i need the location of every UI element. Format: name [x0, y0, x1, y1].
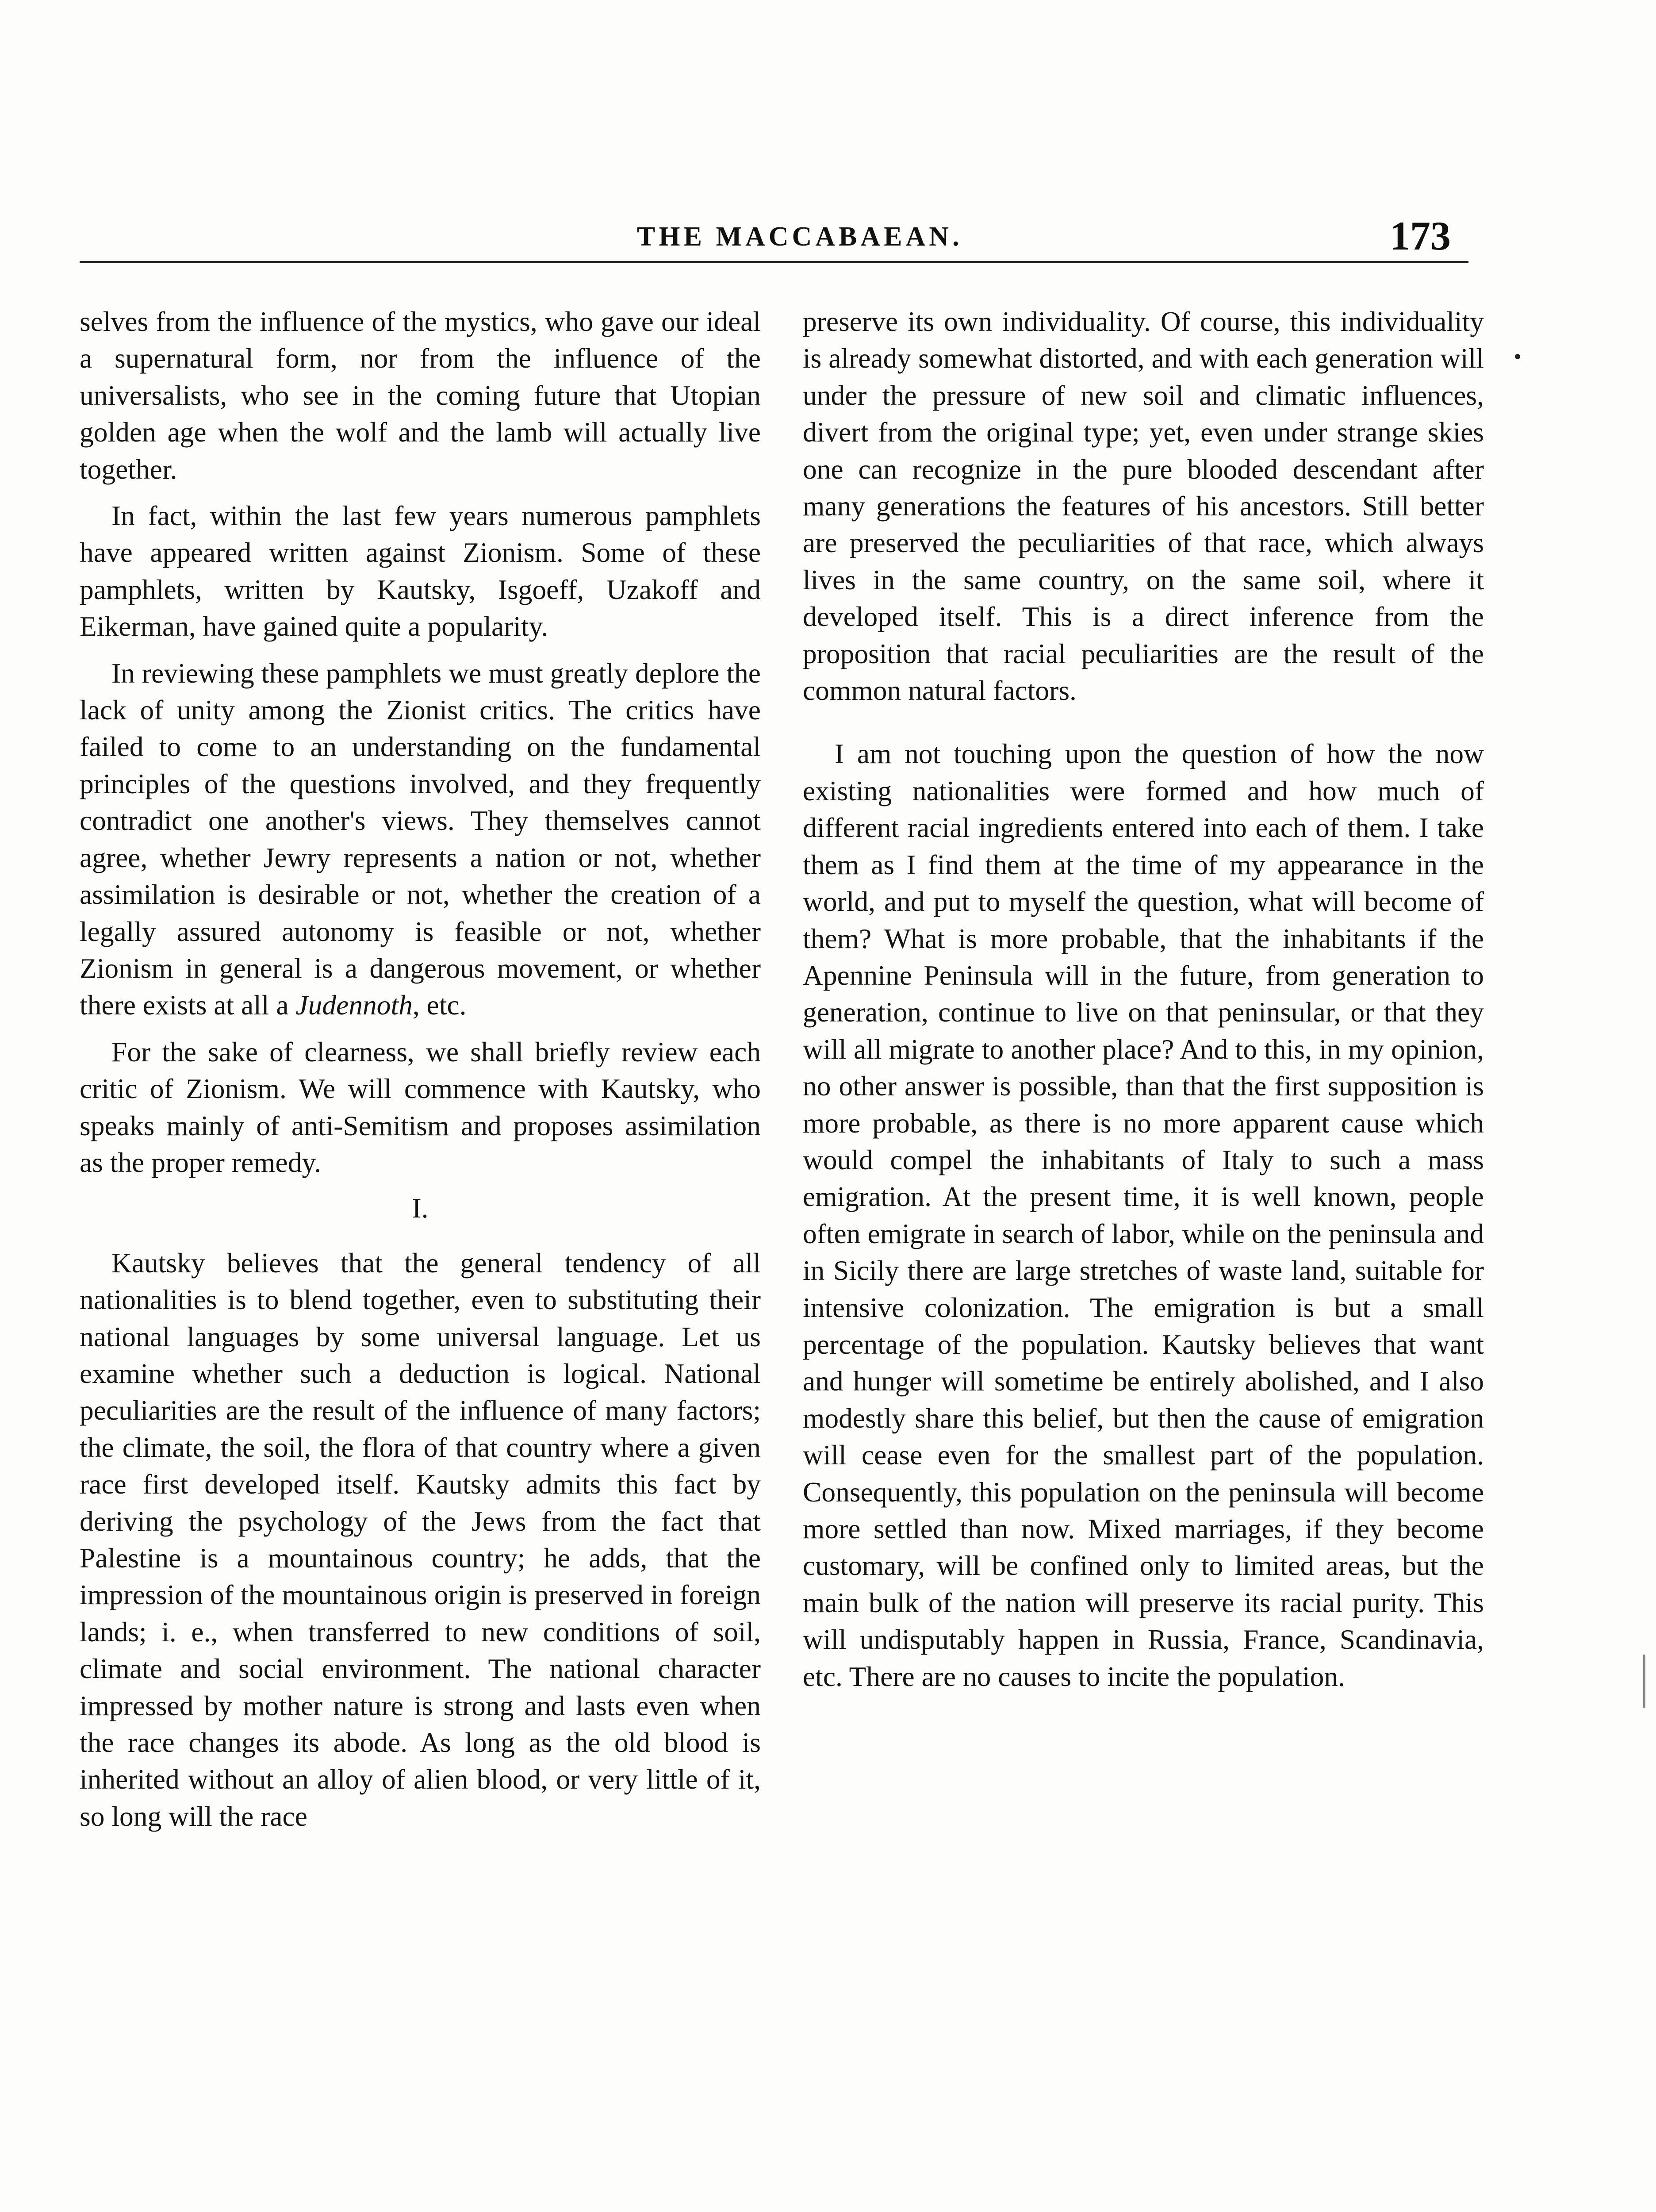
paragraph: Kautsky believes that the general tendency of all nationalities is to blend together, even to substituting their national languages by some universal language. Let us examine whether such a deduction is logical. National peculiarities are the result of the influence of many factors; the climate, the soil, the flora of that country where a given race first developed itself. Kautsky admits this fact by deriving the psychology of the Jews from the fact that Palestine is a mountainous country; he adds, that the impression of the mountainous origin is preserved in foreign lands; i. e., when transferred to new conditions of soil, climate and social environment. The national character impressed by mother nature is strong and lasts even when the race changes its abode. As long as the old blood is inherited without an alloy of alien blood, or very little of it, so long will the race	[80, 1247, 761, 1832]
section-numeral: I.	[412, 1192, 429, 1224]
header-rule	[80, 261, 1468, 263]
running-title: THE MACCABAEAN.	[637, 222, 963, 252]
paragraph: In fact, within the last few years numerous pamphlets have appeared written against Zionism. Some of these pamphlets, written by Kautsky, Isgoeff, Uzakoff and Eikerman, have gained quite a popularity.	[80, 500, 761, 642]
paragraph: I am not touching upon the question of how the now existing nationalities were formed and how much of different racial ingredients entered into each of them. I take them as I find them at the time of my appearance in the world, and put to myself the question, what will become of them? What is more probable, that the inhabitants if the Apennine Peninsula will in the future, from generation to generation, continue to live on that peninsular, or that they will all migrate to another place? And to this, in my opinion, no other answer is possible, than that the first supposition is more probable, as there is no more apparent cause which would compel the inhabitants of Italy to such a mass emigration. At the present time, it is well known, people often emigrate in search of labor, while on the peninsula and in Sicily there are large stretches of waste land, suitable for intensive colonization. The emigration is but a small percentage of the population. Kautsky believes that want and hunger will sometime be entirely abolished, and I also modestly share this belief, but then the cause of emigration will cease even for the smallest part of the population. Consequently, this population on the peninsula will become more settled than now. Mixed marriages, if they become customary, will be confined only to limited areas, but the main bulk of the nation will preserve its racial purity. This will undisputably happen in Russia, France, Scandinavia, etc. There are no causes to incite the population.	[803, 738, 1484, 1692]
page-number: 173	[1390, 213, 1451, 258]
page-header	[80, 212, 1468, 261]
paragraph-text: , etc.	[412, 989, 467, 1021]
italic-term: Judennoth	[295, 989, 413, 1021]
paragraph: For the sake of clearness, we shall briefly review each critic of Zionism. We will commence with Kautsky, who speaks mainly of anti-Semitism and proposes assimilation as the proper remedy.	[80, 1036, 761, 1178]
scan-speck	[1515, 354, 1520, 359]
scan-edge-mark	[1643, 1655, 1645, 1708]
left-column	[80, 303, 761, 1835]
paragraph-text: In reviewing these pamphlets we must greatly deplore the lack of unity among the Zionist critics. The critics have failed to come to an understanding on the fundamental principles of the questions involved, and they frequently contradict one another's views. They themselves cannot agree, whether Jewry represents a nation or not, whether assimilation is desirable or not, whether the creation of a legally assured autonomy is feasible or not, whether Zionism in general is a dangerous movement, or whether there exists at all a	[80, 657, 761, 1021]
paragraph: preserve its own individuality. Of course, this individuality is already somewhat distorted, and with each generation will under the pressure of new soil and climatic influences, divert from the original type; yet, even under strange skies one can recognize in the pure blooded descendant after many generations the features of his ancestors. Still better are preserved the peculiarities of that race, which always lives in the same country, on the same soil, where it developed itself. This is a direct inference from the proposition that racial peculiarities are the result of the common natural factors.	[803, 306, 1484, 707]
paragraph: selves from the influence of the mystics, who gave our ideal a supernatural form, nor from the influence of the universalists, who see in the coming future that Utopian golden age when the wolf and the lamb will actually live together.	[80, 306, 761, 485]
paragraph	[80, 655, 761, 1024]
right-column	[803, 303, 1484, 1695]
